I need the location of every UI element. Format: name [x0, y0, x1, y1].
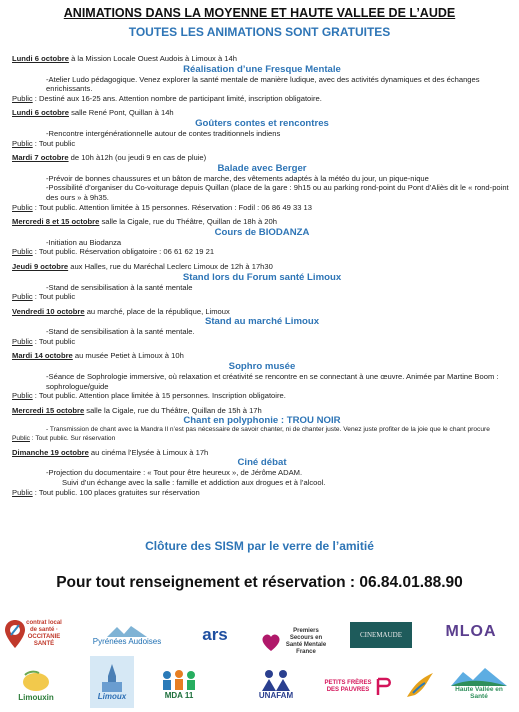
event-date: Dimanche 19 octobre	[12, 447, 89, 457]
event-date: Mardi 7 octobre	[12, 153, 69, 163]
event-block	[12, 448, 512, 497]
audience-label: Public	[12, 434, 30, 442]
logo-text: Pyrénées Audoises	[92, 636, 162, 646]
event-block	[12, 153, 512, 212]
church-icon	[99, 664, 125, 692]
event-place: au marché, place de la république, Limoux	[84, 306, 230, 316]
event-description: -Rencontre intergénérationnelle autour de contes traditionnels indiens	[46, 128, 281, 138]
bird-icon	[403, 669, 437, 703]
logo-mda-11	[150, 660, 208, 708]
audience-label: Public	[12, 138, 33, 148]
event-date: Jeudi 9 octobre	[12, 261, 69, 271]
event-description: -Stand de sensibilisation à la santé mentale	[46, 282, 193, 292]
logo-text: Premiers Secours en Santé Mentale France	[285, 628, 327, 655]
event-header	[12, 54, 512, 64]
audience-label: Public	[12, 336, 33, 346]
event-date: Lundi 6 octobre	[12, 54, 69, 63]
event-description: -Atelier Ludo pédagogique. Venez explorer la santé mentale de manière ludique, avec des activités dynamiques et des échanges enrichissants.	[46, 74, 480, 94]
event-audience	[12, 94, 512, 104]
event-description: -Initiation au Biodanza	[46, 237, 122, 247]
logo-pyrenees-audoises	[82, 620, 172, 650]
mountains-icon	[107, 625, 147, 637]
event-title: Stand lors du Forum santé Limoux	[182, 271, 342, 283]
page-subtitle: TOUTES LES ANIMATIONS SONT GRATUITES	[128, 25, 391, 39]
event-title: Réalisation d’une Fresque Mentale	[183, 63, 341, 75]
audience-label: Public	[12, 292, 33, 302]
page-title: ANIMATIONS DANS LA MOYENNE ET HAUTE VALLEE DE L’AUDE	[63, 6, 456, 20]
event-title: Chant en polyphonie : TROU NOIR	[183, 415, 341, 427]
logo-text: CINEMAUDE	[360, 631, 402, 639]
event-header	[12, 307, 512, 317]
event-place: salle René Pont, Quillan à 14h	[68, 108, 174, 118]
logo-text: ars	[202, 625, 228, 644]
event-description: -Projection du documentaire : « Tout pour être heureux », de Jérôme ADAM.	[46, 468, 303, 478]
logo-limouxin	[8, 662, 64, 708]
logo-text: Limoux	[97, 691, 127, 701]
event-description: -Séance de Sophrologie immersive, où relaxation et créativité se rencontre en se connectant à une œuvre. Animée par Martine Boom : sophrologue/guide	[46, 372, 499, 391]
map-pin-icon	[4, 619, 26, 649]
audience-label: Public	[12, 247, 33, 257]
event-description: -Stand de sensibilisation à la santé mentale.	[46, 327, 195, 337]
event-header	[12, 153, 512, 163]
logo-haute-vallee-en-sante	[446, 660, 512, 706]
audience-value: : Tout public	[32, 336, 76, 346]
event-audience	[12, 247, 512, 257]
event-description: -Prévoir de bonnes chaussures et un bâton de marche, des vêtements adaptés à la météo du jour, un pique-nique	[46, 173, 429, 183]
audience-label: Public	[12, 202, 33, 212]
events-list	[12, 54, 512, 502]
event-place: au musée Petiet à Limoux à 10h	[72, 351, 184, 361]
event-place: salle la Cigale, rue du Théâtre, Quillan de 18h à 20h	[99, 217, 277, 227]
logo-unafam	[246, 662, 306, 706]
event-place: au cinéma l’Elysée à Limoux à 17h	[88, 447, 209, 457]
event-block	[12, 217, 512, 257]
heart-icon	[260, 631, 282, 653]
event-place: salle la Cigale, rue du Théâtre, Quillan de 15h à 17h	[84, 405, 262, 415]
event-date: Vendredi 10 octobre	[12, 306, 85, 316]
event-header	[12, 262, 512, 272]
event-block	[12, 54, 512, 103]
event-header	[12, 217, 512, 227]
lemon-icon	[21, 669, 51, 693]
logo-premiers-secours-sante-mentale	[255, 618, 335, 666]
event-block	[12, 406, 512, 443]
logo-limoux	[90, 656, 134, 708]
event-block	[12, 108, 512, 148]
event-date: Lundi 6 octobre	[12, 108, 69, 118]
event-title: Ciné débat	[237, 457, 287, 469]
audience-value: : Tout public. Attention limitée à 15 personnes. Réservation : Fodil : 06 86 49 33 13	[32, 202, 313, 212]
event-audience	[12, 337, 512, 347]
event-audience	[12, 139, 512, 149]
event-header	[12, 406, 512, 416]
audience-value: : Tout public	[32, 138, 76, 148]
audience-value: : Tout public	[32, 292, 76, 302]
event-audience	[12, 435, 512, 443]
audience-value: : Tout public. Attention place limitée à 15 personnes. Inscription obligatoire.	[32, 391, 286, 401]
logo-mloa	[438, 615, 504, 649]
event-audience	[12, 391, 512, 401]
logo-text: PETITS FRÈRES DES PAUVRES	[324, 680, 372, 693]
event-audience	[12, 292, 512, 302]
logo-ars	[190, 618, 240, 652]
figures-icon	[259, 669, 293, 691]
event-audience	[12, 488, 512, 498]
logo-petits-freres-des-pauvres	[312, 672, 402, 702]
pfp-symbol-icon	[375, 677, 393, 697]
event-place: aux Halles, rue du Maréchal Leclerc Limoux de 12h à 17h30	[68, 261, 273, 271]
audience-label: Public	[12, 93, 33, 103]
event-block	[12, 262, 512, 302]
event-title: Stand au marché Limoux	[204, 316, 320, 328]
event-title: Sophro musée	[228, 361, 296, 373]
event-title: Balade avec Berger	[217, 162, 307, 174]
audience-label: Public	[12, 391, 33, 401]
audience-value: : Tout public. Réservation obligatoire : 06 61 62 19 21	[32, 247, 215, 257]
valley-icon	[451, 666, 507, 686]
event-date: Mercredi 15 octobre	[12, 405, 85, 415]
event-block	[12, 307, 512, 347]
logo-contrat-local-sante	[2, 612, 64, 656]
event-date: Mercredi 8 et 15 octobre	[12, 217, 100, 227]
event-title: Goûters contes et rencontres	[195, 117, 329, 129]
event-header	[12, 108, 512, 118]
event-date: Mardi 14 octobre	[12, 351, 73, 361]
logo-text: MLOA	[445, 623, 497, 640]
contact-line: Pour tout renseignement et réservation : 06.84.01.88.90	[56, 574, 463, 591]
audience-value: : Tout public. 100 places gratuites sur réservation	[32, 487, 200, 497]
event-block	[12, 351, 512, 400]
logo-text: UNAFAM	[258, 690, 294, 700]
closing-text: Clôture des SISM par le verre de l’amitié	[145, 539, 374, 553]
logo-cinemaude	[350, 622, 412, 648]
people-icon	[159, 669, 199, 691]
event-header	[12, 448, 512, 458]
logo-text: Haute Vallée en Santé	[455, 686, 503, 700]
event-title: Cours de BIODANZA	[214, 226, 310, 238]
logo-text: MDA 11	[164, 690, 194, 700]
event-place: de 10h à12h (ou jeudi 9 en cas de pluie)	[68, 153, 207, 163]
event-header	[12, 351, 512, 361]
audience-label: Public	[12, 487, 33, 497]
event-description: Suivi d’un échange avec la salle : famille et addiction aux drogues et à l’alcool.	[62, 478, 326, 488]
event-description: -Possibilité d’organiser du Co-voiturage depuis Quillan (place de la gare : 9h15 ou au parking rond-point du Pont d’Aliès dit le « rond-point des ours » à 9h35.	[46, 183, 509, 202]
event-place: à la Mission Locale Ouest Audois à Limoux à 14h	[68, 54, 237, 63]
event-description: - Transmission de chant avec la Mandra Il n’est pas nécessaire de savoir chanter, ni de chanter juste. Venez juste profiter de la joie que le chant procure	[46, 426, 490, 434]
event-audience	[12, 203, 512, 213]
audience-value: : Destiné aux 16-25 ans. Attention nombre de participant limité, inscription obligatoire.	[32, 93, 322, 103]
audience-value: : Tout public. Sur réservation	[29, 434, 116, 442]
logo-text: Limouxin	[18, 692, 54, 702]
logo-text: contrat local de santé · OCCITANIE SANTÉ	[26, 620, 62, 647]
logo-bird	[400, 666, 440, 706]
